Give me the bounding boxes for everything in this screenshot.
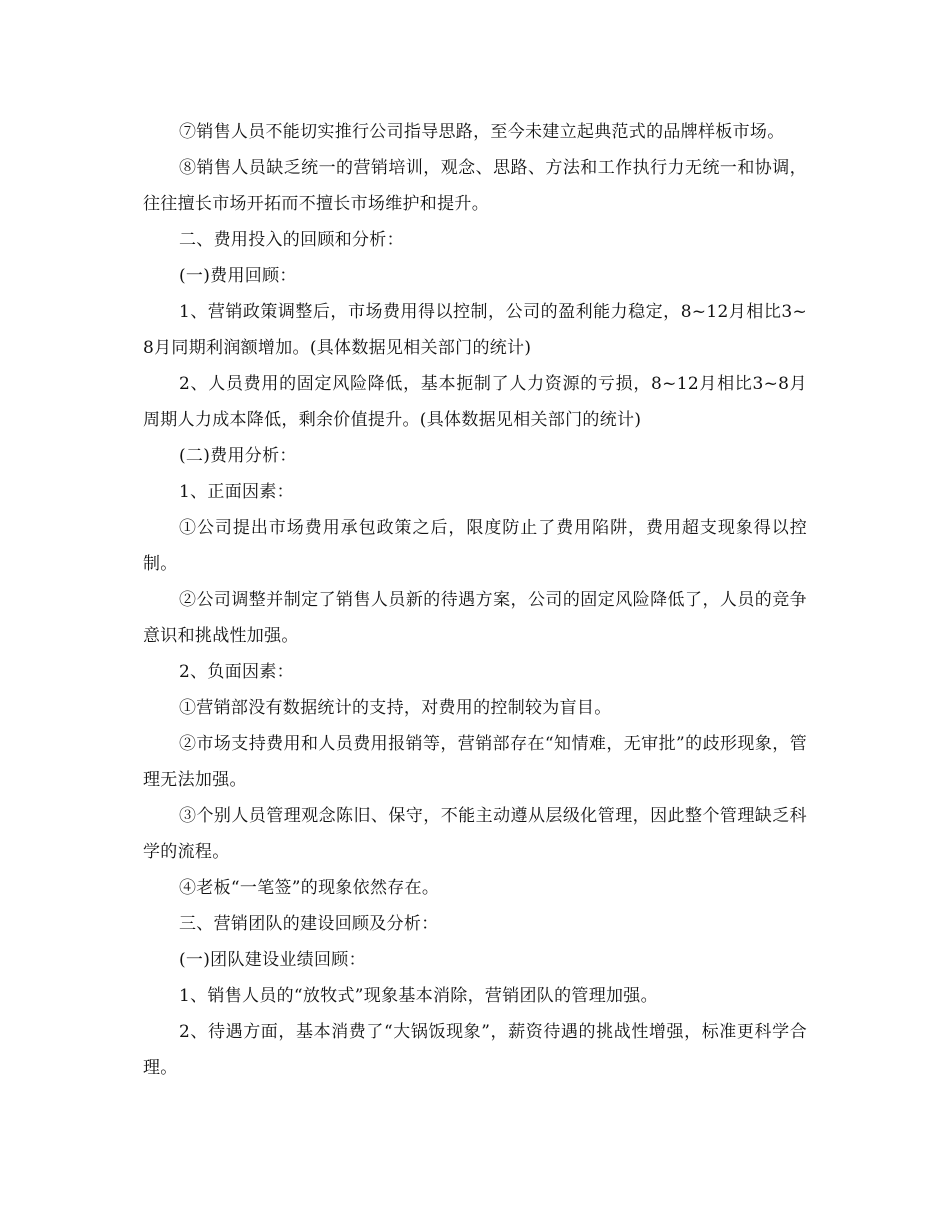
section-heading: 二、费用投入的回顾和分析： (179, 230, 404, 250)
paragraph: ⑧销售人员缺乏统一的营销培训，观念、思路、方法和工作执行力无统一和协调，往往擅长市场开拓而不擅长市场维护和提升。 (143, 158, 807, 214)
subsection-heading: (一)费用回顾： (179, 266, 297, 286)
paragraph: 1、销售人员的“放牧式”现象基本消除，营销团队的管理加强。 (179, 986, 658, 1006)
paragraph: 1、营销政策调整后，市场费用得以控制，公司的盈利能力稳定，8~12月相比3~8月同期利润额增加。(具体数据见相关部门的统计) (143, 302, 807, 358)
paragraph: ④老板“一笔签”的现象依然存在。 (179, 878, 440, 898)
document-body (143, 114, 807, 1086)
section-heading: 三、营销团队的建设回顾及分析： (179, 914, 439, 934)
subsection-heading: (一)团队建设业绩回顾： (179, 950, 366, 970)
paragraph: 2、人员费用的固定风险降低，基本扼制了人力资源的亏损，8~12月相比3~8月周期人力成本降低，剩余价值提升。(具体数据见相关部门的统计) (143, 374, 807, 430)
paragraph: ⑦销售人员不能切实推行公司指导思路，至今未建立起典范式的品牌样板市场。 (179, 122, 785, 142)
subsection-heading: (二)费用分析： (179, 446, 297, 466)
paragraph: ①公司提出市场费用承包政策之后，限度防止了费用陷阱，费用超支现象得以控制。 (143, 518, 807, 574)
paragraph: ②市场支持费用和人员费用报销等，营销部存在“知情难，无审批”的歧形现象，管理无法加强。 (143, 734, 807, 790)
paragraph: 2、待遇方面，基本消费了“大锅饭现象”，薪资待遇的挑战性增强，标准更科学合理。 (143, 1022, 807, 1078)
list-heading: 2、负面因素： (179, 662, 294, 682)
paragraph: ③个别人员管理观念陈旧、保守，不能主动遵从层级化管理，因此整个管理缺乏科学的流程。 (143, 806, 807, 862)
paragraph: ①营销部没有数据统计的支持，对费用的控制较为盲目。 (179, 698, 612, 718)
list-heading: 1、正面因素： (179, 482, 294, 502)
paragraph: ②公司调整并制定了销售人员新的待遇方案，公司的固定风险降低了，人员的竞争意识和挑战性加强。 (143, 590, 807, 646)
